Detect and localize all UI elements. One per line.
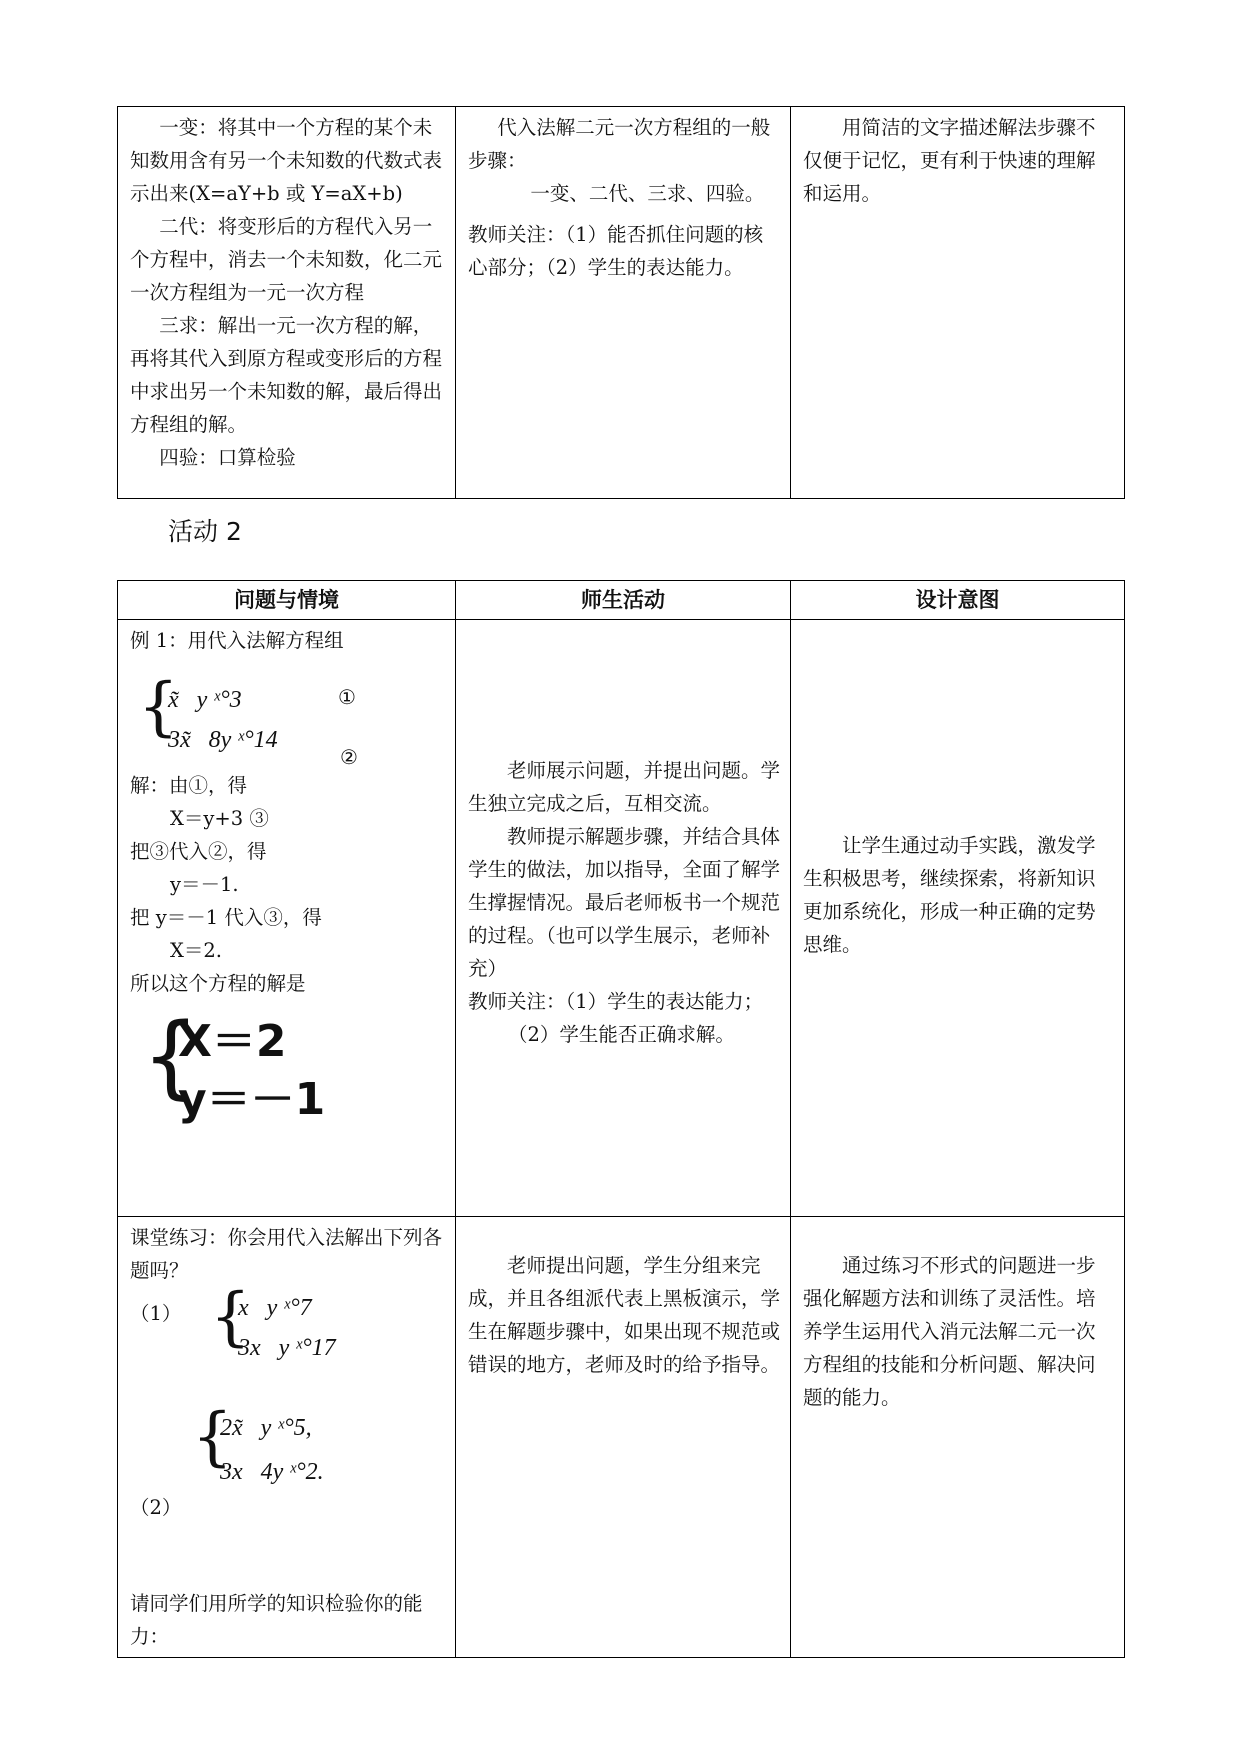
solution-line-5: 把 y＝－1 代入③，得 bbox=[130, 906, 322, 929]
system-eq1: x̃ y ˣ°3 bbox=[168, 687, 242, 713]
practice-1-eq2: 3x y ˣ°17 bbox=[238, 1335, 336, 1361]
solution-line-7: 所以这个方程的解是 bbox=[130, 972, 306, 995]
activity-line-1: 老师展示问题，并提出问题。学生独立完成之后，互相交流。 bbox=[468, 759, 781, 815]
solution-line-6: X＝2. bbox=[170, 939, 222, 962]
solution-line-3: 把③代入②，得 bbox=[130, 840, 267, 863]
practice-2-eq1: 2x̃ y ˣ°5, bbox=[220, 1415, 312, 1441]
activity-line-4: （2）学生能否正确求解。 bbox=[508, 1023, 735, 1046]
solution-line-2: X＝y+3 ③ bbox=[170, 807, 269, 830]
steps-table bbox=[117, 106, 1125, 499]
example-title: 例 1：用代入法解方程组 bbox=[130, 629, 344, 652]
practice-intent-cell bbox=[791, 1217, 1125, 1658]
practice-1-brace: { bbox=[210, 1280, 251, 1354]
header-problem: 问题与情境 bbox=[118, 581, 456, 620]
practice-1-eq1: x y ˣ°7 bbox=[238, 1295, 312, 1321]
practice-title: 课堂练习：你会用代入法解出下列各题吗？ bbox=[130, 1226, 443, 1282]
activity-line-2: 教师提示解题步骤，并结合具体学生的做法，加以指导，全面了解学生撑握情况。最后老师板书一个规范的过程。（也可以学生展示，老师补充） bbox=[468, 825, 781, 980]
left-brace: { bbox=[138, 670, 179, 744]
answer-x: X＝2 bbox=[178, 1016, 287, 1067]
practice-closing: 请同学们用所学的知识检验你的能力： bbox=[130, 1592, 423, 1648]
practice-cell bbox=[118, 1217, 456, 1658]
practice-activity-text: 老师提出问题，学生分组来完成，并且各组派代表上黑板演示，学生在解题步骤中，如果出现不规范或错误的地方，老师及时的给予指导。 bbox=[468, 1254, 781, 1376]
general-steps-summary: 一变、二代、三求、四验。 bbox=[530, 182, 765, 205]
step-two: 二代：将变形后的方程代入另一个方程中，消去一个未知数，化二元一次方程组为一元一次方程 bbox=[130, 215, 443, 304]
answer-brace: { bbox=[142, 1004, 200, 1109]
example-activity-cell bbox=[456, 620, 791, 1217]
header-intent: 设计意图 bbox=[791, 581, 1125, 620]
activity-heading: 活动 2 bbox=[168, 517, 242, 546]
solution-line-1: 解：由①，得 bbox=[130, 774, 248, 797]
mark-2: ② bbox=[340, 745, 358, 769]
practice-intent-text: 通过练习不形式的问题进一步强化解题方法和训练了灵活性。培养学生运用代入消元法解二元一次方程组的技能和分析问题、解决问题的能力。 bbox=[803, 1254, 1096, 1409]
practice-2-label: （2） bbox=[130, 1496, 182, 1519]
example-intent-text: 让学生通过动手实践，激发学生积极思考，继续探索，将新知识更加系统化，形成一种正确的定势思维。 bbox=[803, 834, 1096, 956]
teacher-activity-cell bbox=[456, 107, 791, 499]
example-intent-cell bbox=[791, 620, 1125, 1217]
step-three: 三求：解出一元一次方程的解，再将其代入到原方程或变形后的方程中求出另一个未知数的解，最后得出方程组的解。 bbox=[130, 314, 443, 436]
answer-y: y＝－1 bbox=[178, 1074, 326, 1125]
steps-cell bbox=[118, 107, 456, 499]
practice-2-brace: { bbox=[192, 1400, 233, 1474]
mark-1: ① bbox=[338, 685, 356, 709]
step-four: 四验：口算检验 bbox=[159, 446, 296, 469]
activity-table bbox=[117, 580, 1125, 1658]
system-eq2: 3x̃ 8y ˣ°14 bbox=[168, 727, 278, 753]
step-one: 一变：将其中一个方程的某个未知数用含有另一个未知数的代数式表示出来(X=aY+b 或 Y=aX+b) bbox=[130, 116, 443, 205]
teacher-focus: 教师关注：（1）能否抓住问题的核心部分；（2）学生的表达能力。 bbox=[468, 223, 764, 279]
practice-2-eq2: 3x 4y ˣ°2. bbox=[220, 1459, 324, 1485]
example-cell bbox=[118, 620, 456, 1217]
design-intent-cell bbox=[791, 107, 1125, 499]
solution-line-4: y＝－1. bbox=[170, 873, 239, 896]
activity-line-3: 教师关注：（1）学生的表达能力； bbox=[468, 990, 764, 1013]
general-steps-intro: 代入法解二元一次方程组的一般步骤： bbox=[468, 116, 771, 172]
header-activity: 师生活动 bbox=[456, 581, 791, 620]
practice-activity-cell bbox=[456, 1217, 791, 1658]
practice-1-label: （1） bbox=[130, 1302, 182, 1325]
design-intent-text: 用简洁的文字描述解法步骤不仅便于记忆，更有利于快速的理解和运用。 bbox=[803, 116, 1096, 205]
